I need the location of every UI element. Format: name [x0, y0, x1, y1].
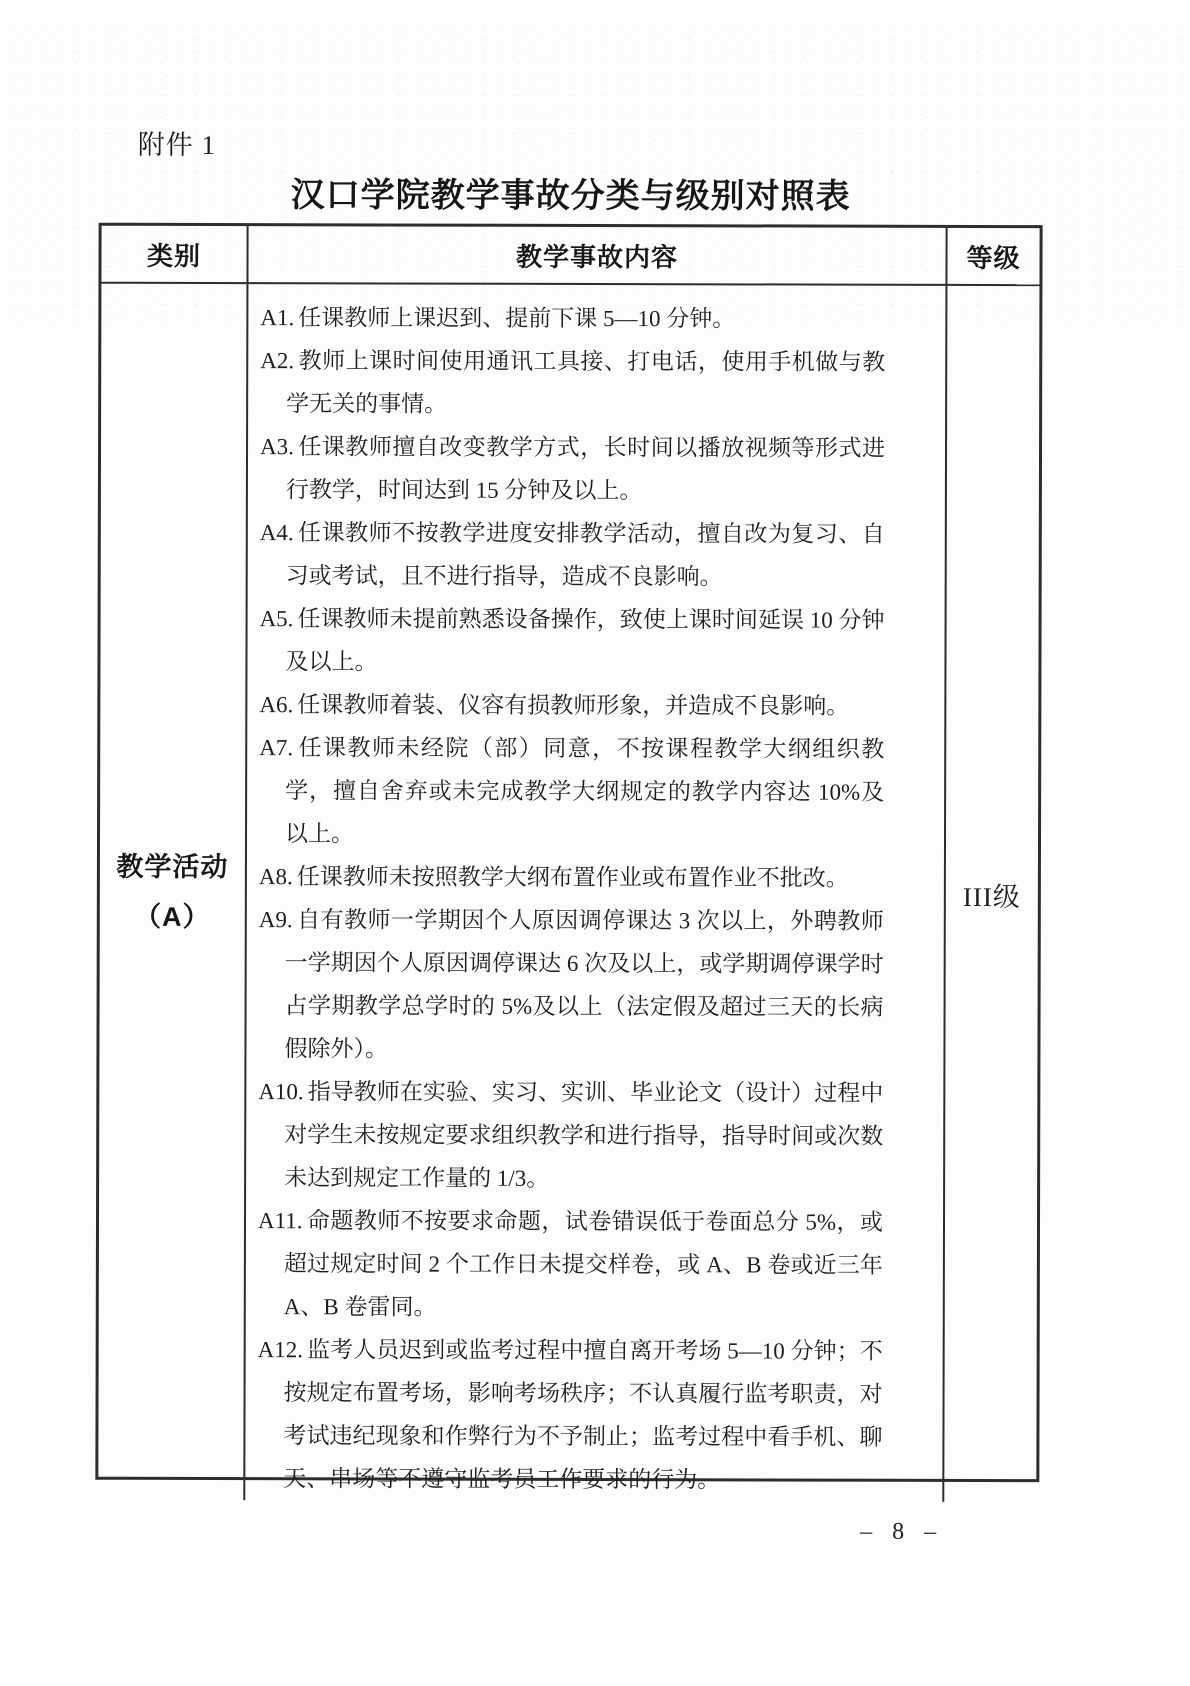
item-label: A9. — [258, 907, 293, 933]
page-number: – 8 – — [860, 1518, 944, 1545]
column-header-level: 等级 — [947, 228, 1039, 286]
table-row — [260, 339, 885, 427]
attachment-label: 附件 1 — [137, 129, 217, 161]
item-label: A3. — [260, 434, 294, 460]
table-row — [259, 855, 884, 900]
category-code: （A） — [134, 901, 211, 932]
table-row — [258, 1199, 883, 1330]
column-header-content: 教学事故内容 — [248, 226, 947, 286]
item-label: A12. — [257, 1337, 304, 1363]
table-row — [260, 425, 885, 513]
item-label: A10. — [258, 1079, 304, 1105]
item-text: 任课教师未提前熟悉设备操作，致使上课时间延误 10 分钟及以上。 — [285, 606, 885, 675]
page-title: 汉口学院教学事故分类与级别对照表 — [290, 176, 851, 216]
item-text: 自有教师一学期因个人原因调停课达 3 次以上，外聘教师一学期因个人原因调停课达 6 次及以上，或学期调停课学时占学期教学总学时的 5%及以上（法定假及超过三天的长病假除外）。 — [284, 907, 884, 1062]
item-label: A4. — [259, 520, 294, 546]
item-label: A11. — [257, 1208, 303, 1234]
table-row — [258, 1070, 883, 1201]
item-label: A7. — [259, 735, 294, 761]
table-row — [259, 726, 884, 857]
item-text: 命题教师不按要求命题，试卷错误低于卷面总分 5%，或超过规定时间 2 个工作日未提交样卷，或 A、B 卷或近三年 A、B 卷雷同。 — [283, 1208, 884, 1320]
table-row — [259, 597, 884, 685]
item-text: 任课教师着装、仪容有损教师形象，并造成不良影响。 — [297, 692, 850, 719]
item-text: 任课教师擅自改变教学方式，长时间以播放视频等形式进行教学，时间达到 15 分钟及以上。 — [285, 434, 886, 504]
item-text: 任课教师未经院（部）同意，不按课程教学大纲组织教学，擅自舍弃或未完成教学大纲规定的教学内容达 10%及以上。 — [284, 735, 885, 847]
category-cell — [98, 284, 248, 1500]
item-label: A6. — [259, 692, 294, 718]
item-text: 任课教师未按照教学大纲布置作业或布置作业不批改。 — [296, 864, 849, 891]
column-header-category: 类别 — [101, 226, 248, 284]
category-name: 教学活动 — [116, 851, 229, 883]
table-row — [260, 296, 885, 341]
level-cell: III级 — [962, 881, 1021, 912]
item-text: 教师上课时间使用通讯工具接、打电话，使用手机做与教学无关的事情。 — [286, 348, 886, 417]
table-row — [257, 1328, 882, 1502]
table-row — [259, 683, 884, 728]
item-text: 指导教师在实验、实习、实训、毕业论文（设计）过程中对学生未按规定要求组织教学和进行指导，指导时间或次数未达到规定工作量的 1/3。 — [284, 1079, 884, 1191]
item-text: 任课教师不按教学进度安排教学活动，擅自改为复习、自习或考试，且不进行指导，造成不良影响。 — [285, 520, 885, 590]
accident-content-cell — [245, 284, 947, 1502]
item-label: A2. — [260, 348, 295, 374]
accident-classification-table — [95, 223, 1042, 1493]
table-row — [260, 511, 885, 599]
item-text: 监考人员迟到或监考过程中擅自离开考场 5—10 分钟；不按规定布置考场，影响考场秩序；不认真履行监考职责，对考试违纪现象和作弊行为不予制止；监考过程中看手机、聊天、串场等不遵守监考员工作要求的行为。 — [283, 1337, 883, 1493]
item-label: A8. — [258, 864, 293, 890]
table-row — [258, 898, 883, 1072]
item-label: A5. — [259, 606, 294, 632]
item-text: 任课教师上课迟到、提前下课 5—10 分钟。 — [298, 305, 736, 332]
item-label: A1. — [260, 305, 295, 331]
